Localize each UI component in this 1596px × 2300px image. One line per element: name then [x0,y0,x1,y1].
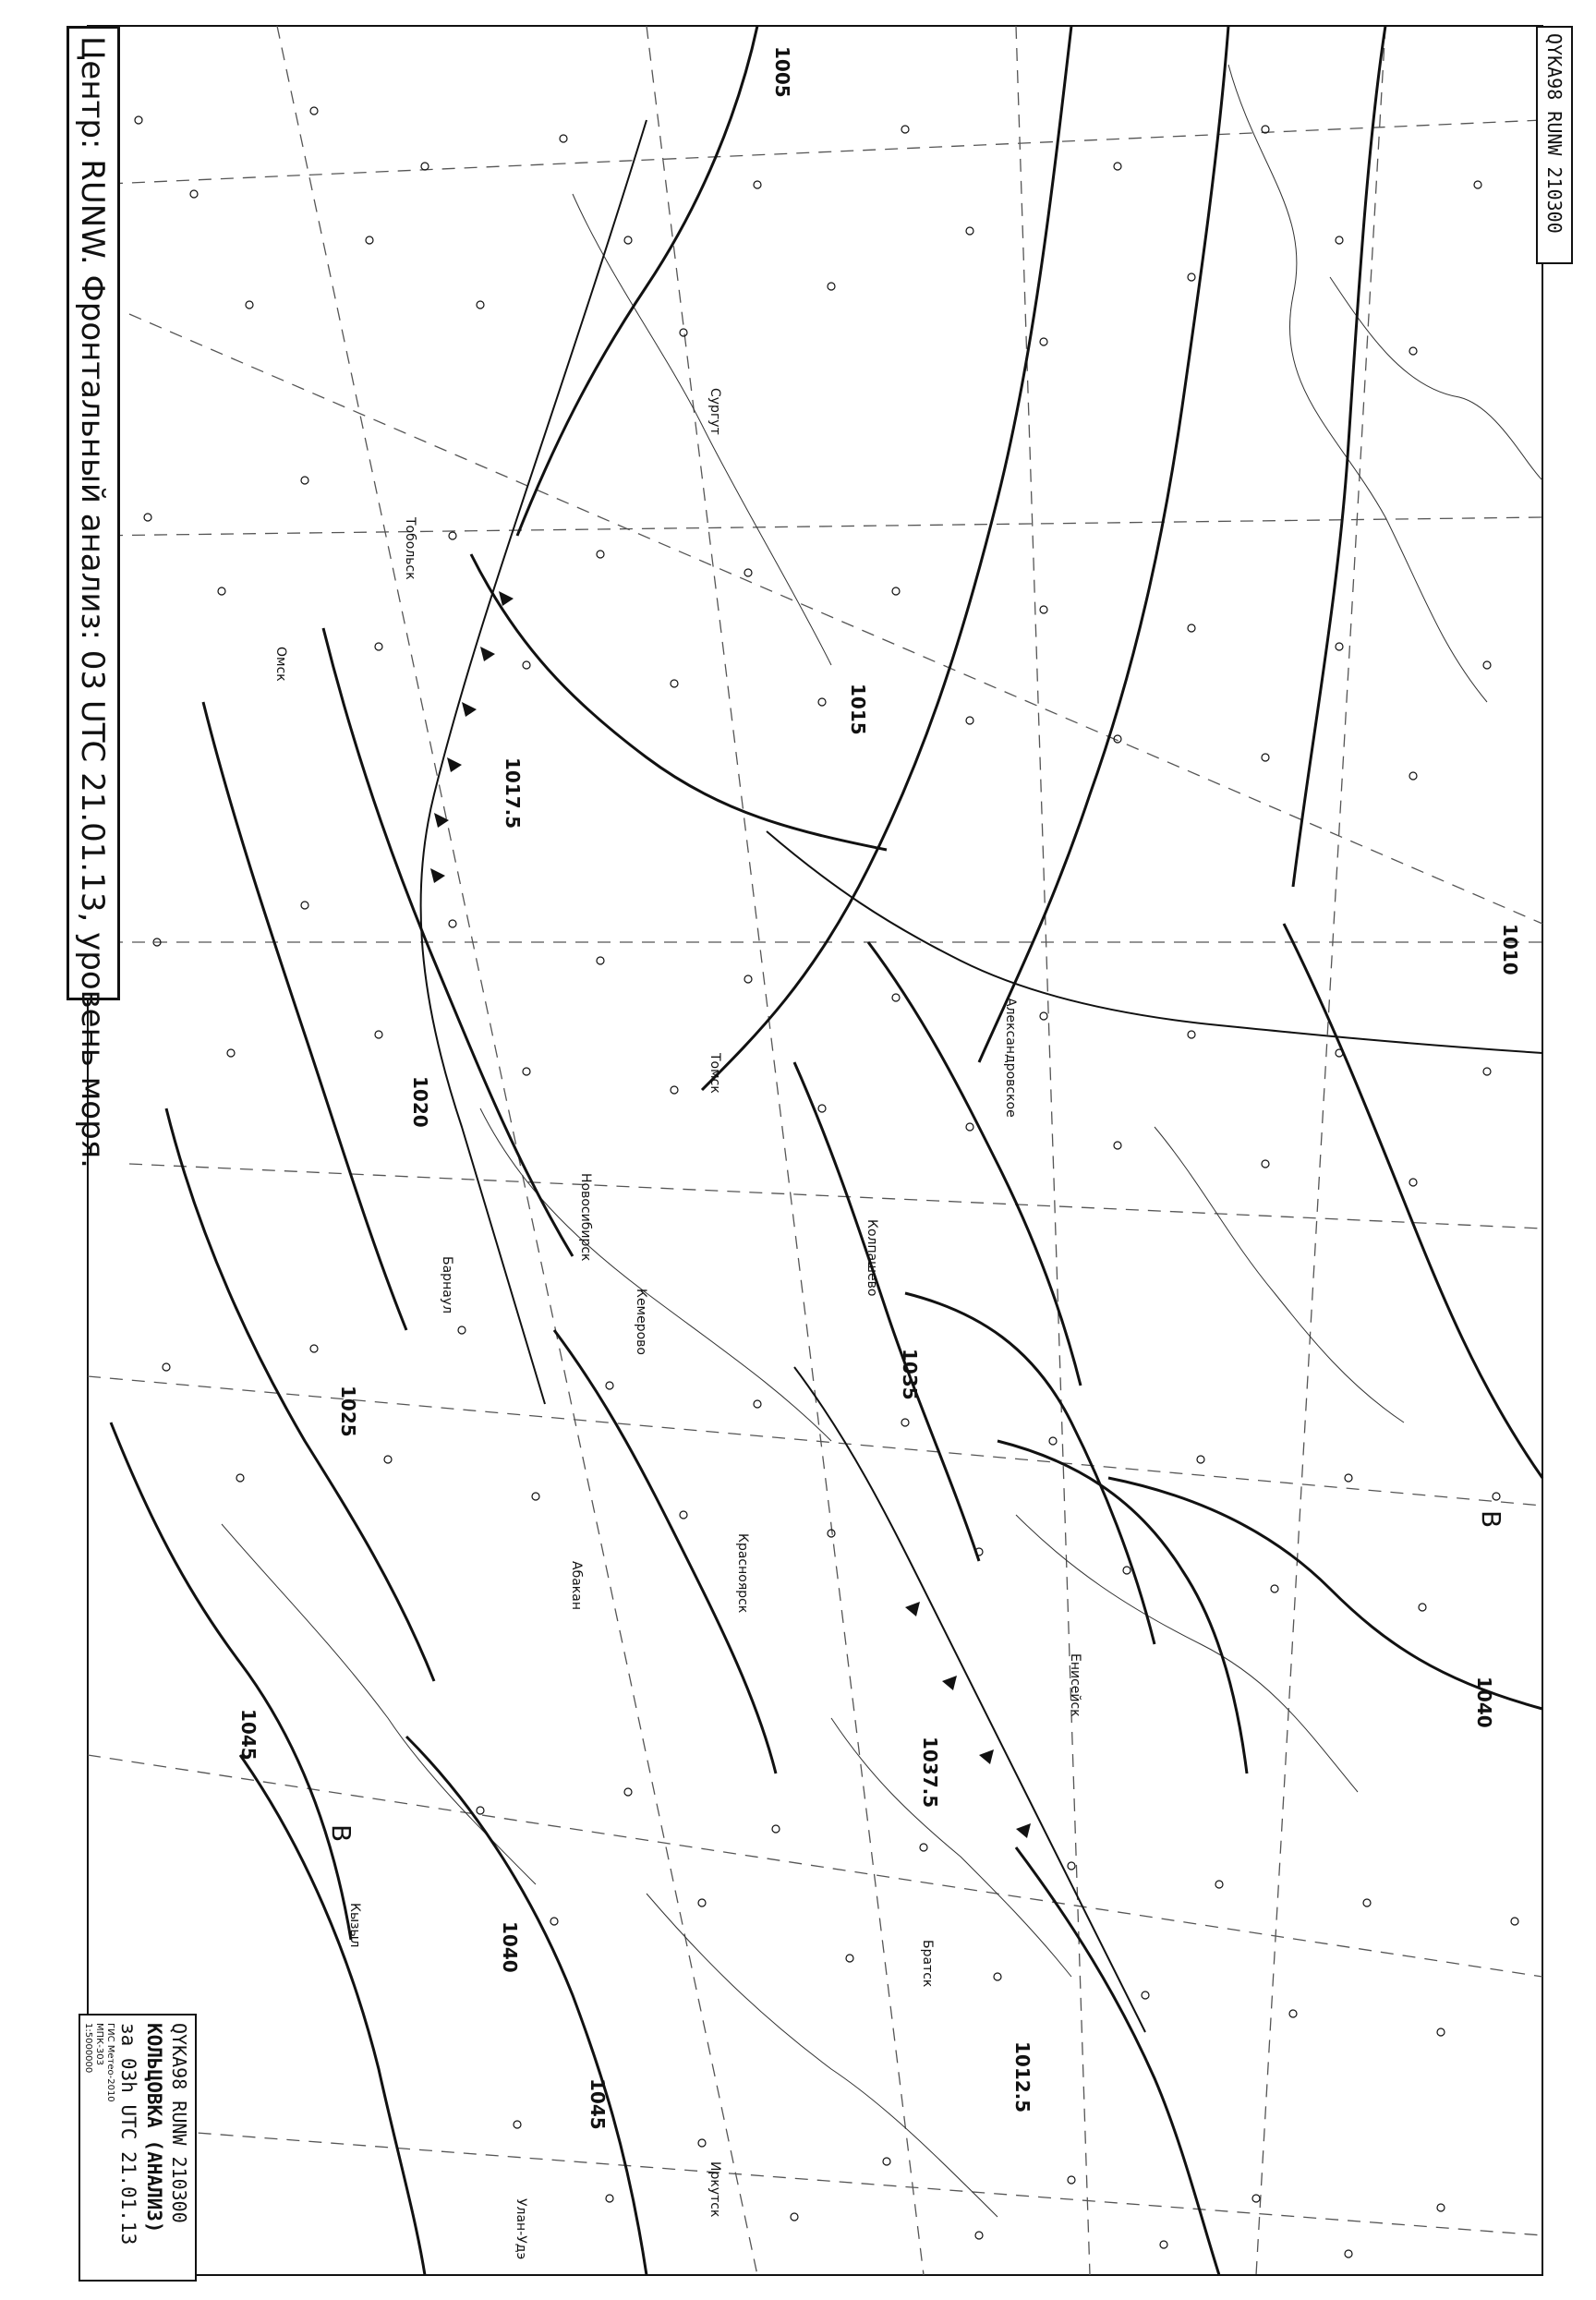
high-pressure-center: В [326,1824,357,1843]
city-label: Тобольск [403,517,417,580]
legend-code: QYKA98 RUNW 210300 [168,2023,190,2223]
isobar-label: 1012.5 [1011,2041,1034,2113]
isobar-label: 1005 [771,46,793,98]
legend-time: за 03h UTC 21.01.13 [117,2023,139,2246]
city-label: Абакан [569,1561,584,1610]
city-label: Иркутск [707,2161,722,2218]
isobar-label: 1017.5 [502,757,524,829]
isobar-label: 1025 [337,1386,359,1437]
map-title: Центр: RUNW. Фронтальный анализ: 03 UTC 21.01.13, уровень моря. [74,36,111,1168]
high-pressure-center: В [1476,1510,1506,1529]
isobar-label: 1045 [237,1709,260,1761]
isobar-label: 1015 [847,684,869,735]
city-label: Кызыл [347,1903,362,1948]
city-label: Новосибирск [578,1173,593,1262]
isobar-label: 1020 [409,1076,431,1128]
isobar-label: 1037.5 [919,1737,941,1809]
isobar-label: 1035 [899,1349,921,1400]
legend-box [79,2014,197,2282]
legend-scale: 1:5000000 [83,2023,93,2074]
product-code: QYKA98 RUNW 210300 [1543,33,1566,234]
city-label: Улан-Удэ [514,2198,528,2260]
city-label: Колпашево [864,1219,879,1297]
legend-software: ГИС Метео-2010 [105,2023,115,2102]
city-label: Александровское [1003,998,1018,1118]
isobar-label: 1040 [1473,1677,1495,1728]
city-label: Братск [920,1940,935,1988]
isobar-label: 1040 [499,1921,521,1973]
city-label: Сургут [707,388,722,435]
city-label: Кемерово [634,1289,648,1355]
city-label: Красноярск [735,1533,750,1614]
city-label: Барнаул [440,1256,454,1314]
map-title-box [66,26,120,1168]
product-code-box [1536,26,1573,264]
city-label: Омск [273,647,288,682]
isobar-label: 1045 [586,2078,609,2130]
legend-version: МПК-303 [94,2023,104,2065]
legend-type: КОЛЬЦОВКА (АНАЛИЗ) [143,2023,165,2233]
city-label: Томск [707,1053,722,1094]
city-label: Енисейск [1068,1653,1082,1717]
isobar-label: 1010 [1499,924,1521,975]
